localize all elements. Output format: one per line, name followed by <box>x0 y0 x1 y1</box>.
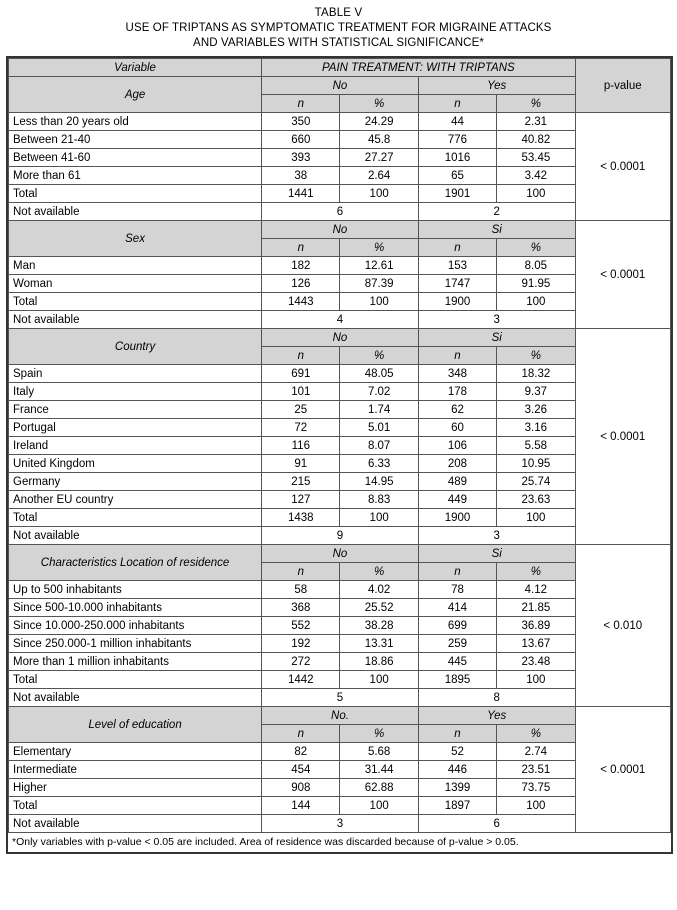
row-label: Spain <box>9 365 262 383</box>
row-label: Woman <box>9 275 262 293</box>
subheader-no: No <box>262 545 419 563</box>
cell-yes-pct: 2.31 <box>497 113 575 131</box>
cell-yes-n: 1895 <box>418 671 496 689</box>
cell-yes-n: 1900 <box>418 509 496 527</box>
cell-pvalue: < 0.0001 <box>575 707 670 833</box>
cell-yes-pct: 3.42 <box>497 167 575 185</box>
cell-no-n: 393 <box>262 149 340 167</box>
table-row <box>9 365 671 383</box>
cell-yes-pct: 73.75 <box>497 779 575 797</box>
section-name: Age <box>9 77 262 113</box>
row-label: Since 500-10.000 inhabitants <box>9 599 262 617</box>
table-row <box>9 113 671 131</box>
table-row <box>9 167 671 185</box>
section-head <box>9 221 671 239</box>
row-label: Man <box>9 257 262 275</box>
subheader-yes: Si <box>418 545 575 563</box>
cell-no-pct: 4.02 <box>340 581 418 599</box>
cell-yes-n: 52 <box>418 743 496 761</box>
section-name: Characteristics Location of residence <box>9 545 262 581</box>
table-row-not-available <box>9 311 671 329</box>
cell-na-yes: 8 <box>418 689 575 707</box>
cell-no-n: 350 <box>262 113 340 131</box>
subheader-yes: Yes <box>418 707 575 725</box>
table-row <box>9 491 671 509</box>
row-label: United Kingdom <box>9 455 262 473</box>
cell-no-pct: 31.44 <box>340 761 418 779</box>
cell-no-n: 82 <box>262 743 340 761</box>
row-label: France <box>9 401 262 419</box>
section-head <box>9 707 671 725</box>
section-head <box>9 329 671 347</box>
cell-yes-n: 776 <box>418 131 496 149</box>
row-label: Not available <box>9 527 262 545</box>
row-label: Total <box>9 293 262 311</box>
cell-yes-pct: 8.05 <box>497 257 575 275</box>
row-label: Total <box>9 671 262 689</box>
cell-yes-n: 446 <box>418 761 496 779</box>
cell-no-n: 660 <box>262 131 340 149</box>
cell-pvalue: < 0.0001 <box>575 221 670 329</box>
cell-yes-pct: 23.51 <box>497 761 575 779</box>
cell-yes-n: 1016 <box>418 149 496 167</box>
table-row <box>9 185 671 203</box>
cell-no-n: 144 <box>262 797 340 815</box>
cell-no-n: 454 <box>262 761 340 779</box>
cell-no-pct: 8.07 <box>340 437 418 455</box>
table-row <box>9 617 671 635</box>
cell-yes-n: 78 <box>418 581 496 599</box>
cell-no-pct: 13.31 <box>340 635 418 653</box>
cell-no-pct: 48.05 <box>340 365 418 383</box>
cell-yes-n: 1901 <box>418 185 496 203</box>
table-row <box>9 635 671 653</box>
col-n-no: n <box>262 95 340 113</box>
cell-no-pct: 100 <box>340 293 418 311</box>
row-label: Ireland <box>9 437 262 455</box>
table-row-not-available <box>9 203 671 221</box>
table-title <box>6 6 671 51</box>
table-row <box>9 671 671 689</box>
cell-yes-pct: 3.26 <box>497 401 575 419</box>
row-label: Intermediate <box>9 761 262 779</box>
row-label: More than 1 million inhabitants <box>9 653 262 671</box>
col-n-yes: n <box>418 563 496 581</box>
cell-yes-pct: 23.63 <box>497 491 575 509</box>
subheader-yes: Si <box>418 329 575 347</box>
table-row <box>9 797 671 815</box>
cell-yes-pct: 18.32 <box>497 365 575 383</box>
col-pct-yes: % <box>497 347 575 365</box>
col-n-no: n <box>262 563 340 581</box>
cell-yes-pct: 91.95 <box>497 275 575 293</box>
col-pct-yes: % <box>497 239 575 257</box>
cell-no-n: 72 <box>262 419 340 437</box>
section-head-age <box>9 77 671 95</box>
col-pct-no: % <box>340 239 418 257</box>
col-pct-no: % <box>340 347 418 365</box>
section-name: Level of education <box>9 707 262 743</box>
cell-no-pct: 62.88 <box>340 779 418 797</box>
col-n-yes: n <box>418 347 496 365</box>
cell-no-n: 192 <box>262 635 340 653</box>
cell-yes-pct: 100 <box>497 671 575 689</box>
row-label: Less than 20 years old <box>9 113 262 131</box>
table-row <box>9 275 671 293</box>
row-label: Between 21-40 <box>9 131 262 149</box>
cell-yes-n: 699 <box>418 617 496 635</box>
table-footnote: *Only variables with p-value < 0.05 are included. Area of residence was discarded because of p-value > 0.05. <box>8 833 671 852</box>
cell-pvalue: < 0.0001 <box>575 113 670 221</box>
row-label: Germany <box>9 473 262 491</box>
cell-yes-pct: 100 <box>497 797 575 815</box>
cell-yes-pct: 53.45 <box>497 149 575 167</box>
cell-pvalue: < 0.010 <box>575 545 670 707</box>
cell-yes-n: 106 <box>418 437 496 455</box>
row-label: Total <box>9 797 262 815</box>
cell-yes-pct: 3.16 <box>497 419 575 437</box>
cell-yes-pct: 21.85 <box>497 599 575 617</box>
col-n-no: n <box>262 239 340 257</box>
table-row <box>9 419 671 437</box>
row-label: Since 250.000-1 million inhabitants <box>9 635 262 653</box>
cell-no-pct: 6.33 <box>340 455 418 473</box>
table-row <box>9 581 671 599</box>
cell-no-n: 126 <box>262 275 340 293</box>
cell-no-n: 91 <box>262 455 340 473</box>
cell-no-n: 25 <box>262 401 340 419</box>
cell-no-pct: 7.02 <box>340 383 418 401</box>
table-row <box>9 257 671 275</box>
cell-no-n: 58 <box>262 581 340 599</box>
cell-no-n: 38 <box>262 167 340 185</box>
cell-no-pct: 87.39 <box>340 275 418 293</box>
table-row <box>9 653 671 671</box>
cell-no-n: 1438 <box>262 509 340 527</box>
cell-yes-pct: 25.74 <box>497 473 575 491</box>
cell-no-pct: 27.27 <box>340 149 418 167</box>
cell-no-pct: 38.28 <box>340 617 418 635</box>
cell-no-pct: 24.29 <box>340 113 418 131</box>
row-label: Not available <box>9 815 262 833</box>
cell-no-pct: 100 <box>340 185 418 203</box>
cell-na-yes: 6 <box>418 815 575 833</box>
row-label: Italy <box>9 383 262 401</box>
col-n-yes: n <box>418 95 496 113</box>
col-pct-yes: % <box>497 563 575 581</box>
col-pct-no: % <box>340 95 418 113</box>
cell-yes-pct: 5.58 <box>497 437 575 455</box>
cell-no-pct: 8.83 <box>340 491 418 509</box>
cell-no-n: 552 <box>262 617 340 635</box>
header-pvalue: p-value <box>575 59 670 113</box>
cell-yes-pct: 13.67 <box>497 635 575 653</box>
table-row <box>9 401 671 419</box>
cell-no-pct: 100 <box>340 671 418 689</box>
cell-yes-pct: 23.48 <box>497 653 575 671</box>
cell-no-n: 127 <box>262 491 340 509</box>
table-row <box>9 455 671 473</box>
cell-yes-n: 44 <box>418 113 496 131</box>
cell-yes-n: 60 <box>418 419 496 437</box>
col-pct-yes: % <box>497 725 575 743</box>
cell-yes-n: 489 <box>418 473 496 491</box>
table-row <box>9 509 671 527</box>
cell-no-pct: 45.8 <box>340 131 418 149</box>
cell-no-pct: 25.52 <box>340 599 418 617</box>
table-row <box>9 293 671 311</box>
col-pct-no: % <box>340 563 418 581</box>
cell-na-no: 6 <box>262 203 419 221</box>
table-row <box>9 383 671 401</box>
col-pct-yes: % <box>497 95 575 113</box>
row-label: More than 61 <box>9 167 262 185</box>
cell-no-pct: 14.95 <box>340 473 418 491</box>
table-row <box>9 599 671 617</box>
table-row <box>9 743 671 761</box>
subheader-no: No <box>262 77 419 95</box>
cell-yes-n: 65 <box>418 167 496 185</box>
row-label: Not available <box>9 689 262 707</box>
table-row <box>9 437 671 455</box>
cell-no-pct: 100 <box>340 797 418 815</box>
cell-no-n: 215 <box>262 473 340 491</box>
cell-yes-pct: 40.82 <box>497 131 575 149</box>
table-row <box>9 131 671 149</box>
row-label: Portugal <box>9 419 262 437</box>
cell-yes-n: 153 <box>418 257 496 275</box>
cell-yes-pct: 10.95 <box>497 455 575 473</box>
row-label: Total <box>9 185 262 203</box>
cell-yes-pct: 100 <box>497 293 575 311</box>
cell-no-n: 691 <box>262 365 340 383</box>
subheader-no: No. <box>262 707 419 725</box>
table-row-not-available <box>9 527 671 545</box>
title-line-2: USE OF TRIPTANS AS SYMPTOMATIC TREATMENT FOR MIGRAINE ATTACKS <box>125 22 552 34</box>
col-n-no: n <box>262 347 340 365</box>
cell-yes-pct: 4.12 <box>497 581 575 599</box>
cell-yes-n: 62 <box>418 401 496 419</box>
col-n-no: n <box>262 725 340 743</box>
cell-pvalue: < 0.0001 <box>575 329 670 545</box>
row-label: Not available <box>9 203 262 221</box>
table-wrapper <box>6 56 673 854</box>
cell-yes-n: 445 <box>418 653 496 671</box>
header-pain-treatment: PAIN TREATMENT: WITH TRIPTANS <box>262 59 575 77</box>
cell-yes-n: 1399 <box>418 779 496 797</box>
col-pct-no: % <box>340 725 418 743</box>
cell-no-pct: 100 <box>340 509 418 527</box>
cell-no-pct: 5.68 <box>340 743 418 761</box>
col-n-yes: n <box>418 725 496 743</box>
table-row-not-available <box>9 815 671 833</box>
title-line-1: TABLE V <box>314 7 363 19</box>
cell-yes-pct: 100 <box>497 185 575 203</box>
row-label: Between 41-60 <box>9 149 262 167</box>
cell-yes-n: 449 <box>418 491 496 509</box>
cell-no-n: 908 <box>262 779 340 797</box>
table-header-row <box>9 59 671 77</box>
cell-yes-pct: 100 <box>497 509 575 527</box>
cell-yes-n: 348 <box>418 365 496 383</box>
section-name: Country <box>9 329 262 365</box>
subheader-yes: Si <box>418 221 575 239</box>
cell-na-no: 4 <box>262 311 419 329</box>
cell-yes-n: 414 <box>418 599 496 617</box>
cell-no-n: 101 <box>262 383 340 401</box>
cell-no-pct: 5.01 <box>340 419 418 437</box>
cell-no-pct: 2.64 <box>340 167 418 185</box>
cell-no-n: 272 <box>262 653 340 671</box>
subheader-no: No <box>262 329 419 347</box>
cell-yes-n: 1897 <box>418 797 496 815</box>
cell-yes-pct: 36.89 <box>497 617 575 635</box>
cell-yes-n: 1747 <box>418 275 496 293</box>
cell-yes-n: 259 <box>418 635 496 653</box>
section-name: Sex <box>9 221 262 257</box>
cell-na-no: 3 <box>262 815 419 833</box>
cell-no-pct: 12.61 <box>340 257 418 275</box>
cell-no-n: 1443 <box>262 293 340 311</box>
cell-no-n: 182 <box>262 257 340 275</box>
cell-na-yes: 3 <box>418 311 575 329</box>
section-head <box>9 545 671 563</box>
cell-no-n: 1442 <box>262 671 340 689</box>
cell-yes-pct: 9.37 <box>497 383 575 401</box>
row-label: Higher <box>9 779 262 797</box>
subheader-no: No <box>262 221 419 239</box>
table-row <box>9 473 671 491</box>
row-label: Not available <box>9 311 262 329</box>
header-variable: Variable <box>9 59 262 77</box>
row-label: Elementary <box>9 743 262 761</box>
cell-yes-n: 1900 <box>418 293 496 311</box>
cell-yes-n: 178 <box>418 383 496 401</box>
title-line-3: AND VARIABLES WITH STATISTICAL SIGNIFICANCE* <box>193 37 484 49</box>
table-row <box>9 779 671 797</box>
table-body <box>9 59 671 833</box>
cell-na-no: 9 <box>262 527 419 545</box>
cell-yes-pct: 2.74 <box>497 743 575 761</box>
cell-na-yes: 3 <box>418 527 575 545</box>
cell-no-pct: 18.86 <box>340 653 418 671</box>
row-label: Up to 500 inhabitants <box>9 581 262 599</box>
cell-na-no: 5 <box>262 689 419 707</box>
table-row <box>9 149 671 167</box>
cell-na-yes: 2 <box>418 203 575 221</box>
cell-no-n: 116 <box>262 437 340 455</box>
cell-no-n: 368 <box>262 599 340 617</box>
row-label: Total <box>9 509 262 527</box>
subheader-yes: Yes <box>418 77 575 95</box>
triptans-table <box>8 58 671 833</box>
row-label: Since 10.000-250.000 inhabitants <box>9 617 262 635</box>
col-n-yes: n <box>418 239 496 257</box>
cell-yes-n: 208 <box>418 455 496 473</box>
table-row <box>9 761 671 779</box>
table-row-not-available <box>9 689 671 707</box>
cell-no-n: 1441 <box>262 185 340 203</box>
row-label: Another EU country <box>9 491 262 509</box>
cell-no-pct: 1.74 <box>340 401 418 419</box>
